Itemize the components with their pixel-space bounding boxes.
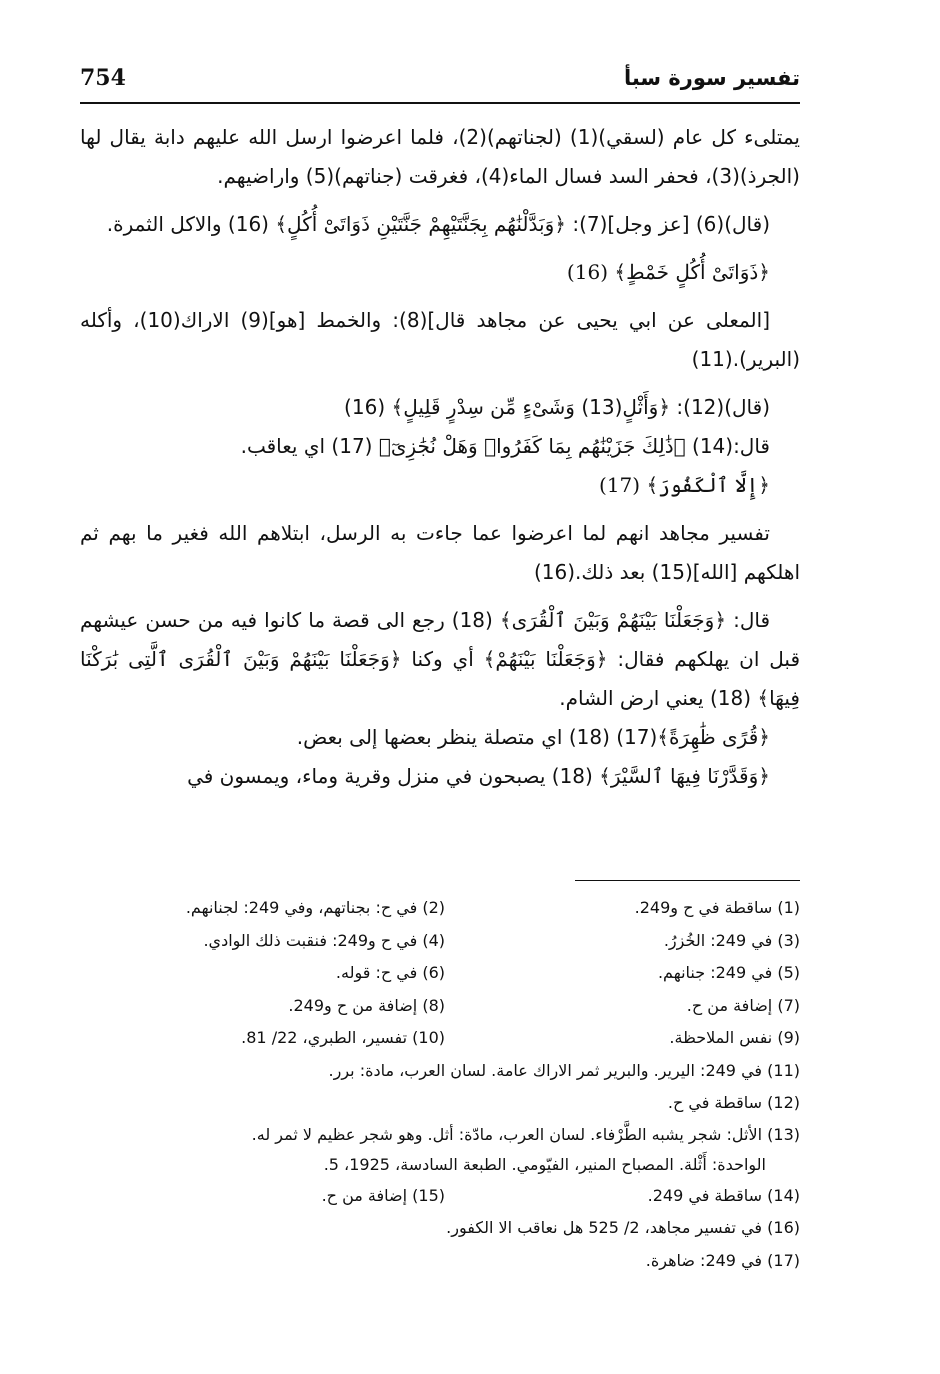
- footnote-9: (9) نفس الملاحظة.: [669, 1028, 800, 1047]
- footnote-12: (12) ساقطة في ح.: [667, 1093, 800, 1112]
- verse-line: ﴿إِلَّا ٱلْكَفُورَ﴾ (17): [599, 473, 770, 497]
- footnote-row: [80, 925, 800, 958]
- footnotes: [80, 892, 800, 1277]
- footnote-1: (1) ساقطة في ح و249.: [634, 898, 800, 917]
- footnote-17: (17) في 249: ضاهرة.: [645, 1250, 800, 1270]
- verse-line: (قال)(12): ﴿وَأَثْلٍ(13) وَشَىْءٍ مِّن سِدْرٍ قَلِيلٍ﴾ (16): [344, 395, 770, 419]
- page-number: 754: [80, 65, 126, 91]
- footnote-row: [80, 1022, 800, 1055]
- footnote-3: (3) في 249: الخُزرُ.: [663, 930, 800, 950]
- footnote-11: (11) في 249: اليرير. والبرير ثمر الاراك عامة. لسان العرب، مادة: برر.: [328, 1060, 800, 1080]
- running-title: تفسير سورة سبأ: [623, 66, 800, 90]
- footnote-row: [80, 1180, 800, 1213]
- paragraph: ﴿وَقَدَّرْنَا فِيهَا ٱلسَّيْرَ﴾ (18) يصبحون في منزل وقرية وماء، ويمسون في: [187, 764, 770, 788]
- main-text: [80, 118, 800, 796]
- footnote-row: [80, 957, 800, 990]
- footnote-row: [80, 892, 800, 925]
- page-header: [80, 58, 800, 98]
- paragraph: قال:(14) ﴿ذَٰلِكَ جَزَيْنَٰهُم بِمَا كَفَرُوا۟ وَهَلْ نُجَٰزِىٓ﴾ (17) اي يعاقب.: [240, 434, 770, 458]
- footnote-13-continuation: الواحدة: أَثْلة. المصباح المنير، الفيّومي. الطبعة السادسة، 1925، 5.: [323, 1154, 766, 1174]
- footnote-8: (8) إضافة من ح و249.: [288, 995, 445, 1015]
- footnote-row: [80, 990, 800, 1023]
- paragraph: تفسير مجاهد انهم لما اعرضوا عما جاءت به الرسل، ابتلاهم الله فغير ما بهم ثم اهلكهم [الله](15) بعد ذلك.(16): [80, 521, 800, 584]
- footnote-6: (6) في ح: قوله.: [335, 963, 445, 982]
- footnote-2: (2) في ح: بجناتهم، وفي 249: لجنانهم.: [185, 898, 445, 917]
- footnote-10: (10) تفسير، الطبري، 22/ 81.: [241, 1028, 445, 1047]
- verse-line: ﴿ذَوَاتَىْ أُكُلٍ خَمْطٍ﴾ (16): [566, 260, 770, 284]
- header-rule: [80, 102, 800, 104]
- paragraph: يمتلىء كل عام (لسقي)(1) (لجناتهم)(2)، فلما اعرضوا ارسل الله عليهم دابة يقال لها (الجرذ)(3)، فحفر السد فسال الماء(4)، فغرقت (جناتهم)(5) واراضيهم.: [80, 125, 800, 188]
- paragraph: [المعلى عن ابي يحيى عن مجاهد قال](8): والخمط [هو](9) الاراك(10)، وأكله (البرير).(11): [80, 308, 800, 371]
- footnote-13-line: (13) الأثل: شجر يشبه الطَّرْفاء. لسان العرب، مادّة: أثل. وهو شجر عظيم لا ثمر له.: [251, 1124, 800, 1144]
- footnote-separator: [575, 880, 800, 881]
- paragraph: قال: ﴿وَجَعَلْنَا بَيْنَهُمْ وَبَيْنَ ٱلْقُرَى﴾ (18) رجع الى قصة ما كانوا فيه من حسن عيشهم قبل ان يهلكهم فقال: ﴿وَجَعَلْنَا بَيْنَهُمْ﴾ أي وكنا ﴿وَجَعَلْنَا بَيْنَهُمْ وَبَيْنَ ٱلْقُرَى ٱلَّتِى بَٰرَكْنَا فِيهَا﴾ (18) يعني ارض الشام.: [80, 608, 800, 710]
- footnote-5: (5) في 249: جنانهم.: [657, 963, 800, 982]
- footnote-7: (7) إضافة من ح.: [686, 995, 800, 1015]
- footnote-15: (15) إضافة من ح.: [321, 1185, 445, 1205]
- footnote-14: (14) ساقطة في 249.: [647, 1185, 800, 1205]
- footnote-13: [80, 1120, 800, 1180]
- paragraph: ﴿قُرًى ظَٰهِرَةً﴾(17) (18) اي متصلة ينظر بعضها إلى بعض.: [296, 725, 770, 749]
- footnote-4: (4) في ح و249: فنقبت ذلك الوادي.: [203, 930, 445, 950]
- paragraph: (قال)(6) [عز وجل](7): ﴿وَبَدَّلْنَٰهُم بِجَنَّتَيْهِمْ جَنَّتَيْنِ ذَوَاتَىْ أُكُلٍ﴾ (16) والاكل الثمرة.: [106, 212, 770, 236]
- footnote-16: (16) في تفسير مجاهد، 2/ 525 هل نعاقب الا الكفور.: [446, 1218, 800, 1237]
